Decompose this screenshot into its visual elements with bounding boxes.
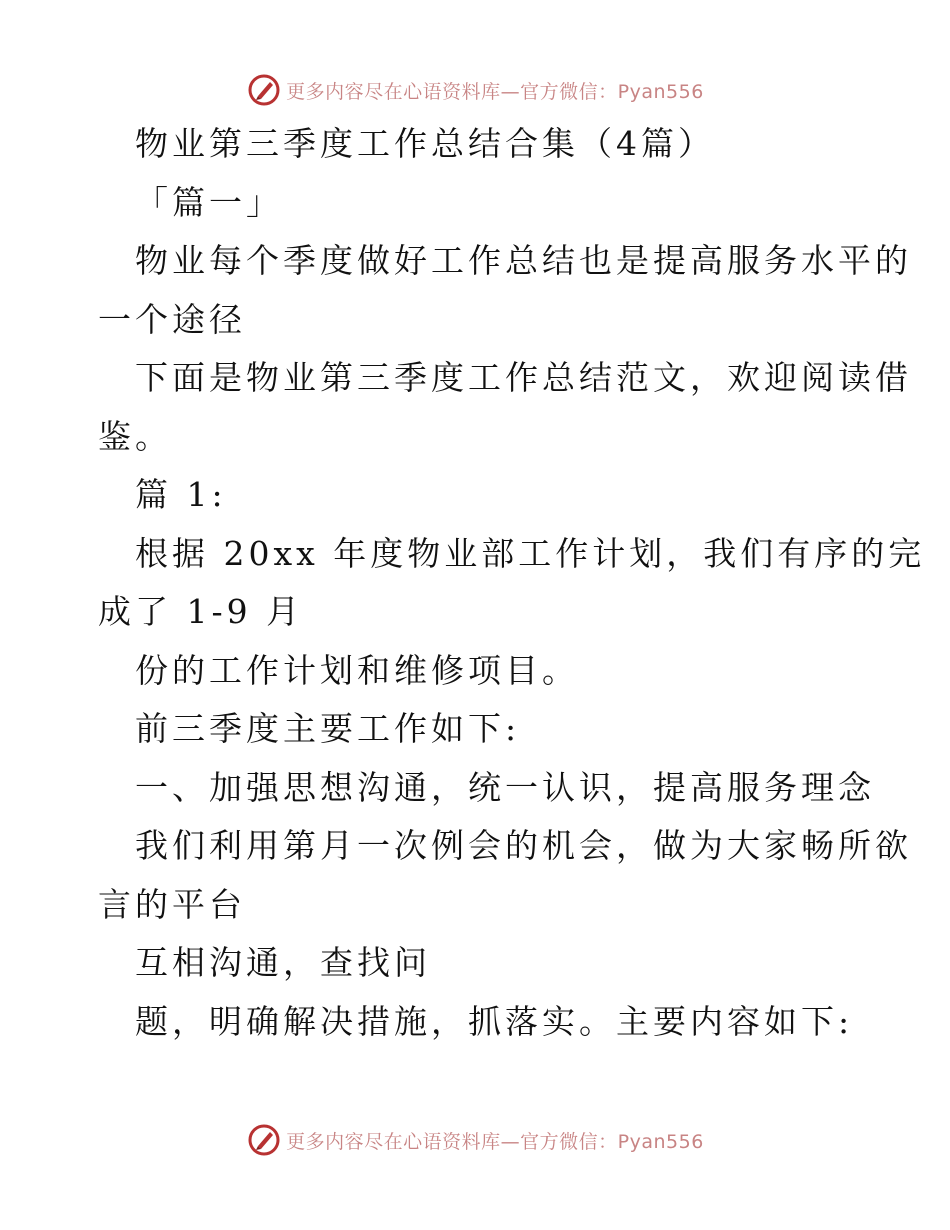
document-line: 题，明确解决措施，抓落实。主要内容如下: bbox=[135, 1001, 854, 1041]
banner-text: 更多内容尽在心语资料库—官方微信：Pyan556 bbox=[286, 80, 704, 103]
pen-logo-icon bbox=[246, 72, 282, 108]
document-line: 前三季度主要工作如下: bbox=[135, 709, 521, 748]
document-line: 言的平台 bbox=[98, 884, 246, 924]
document-line: 份的工作计划和维修项目。 bbox=[135, 650, 579, 690]
document-line: 一、加强思想沟通，统一认识，提高服务理念 bbox=[135, 767, 875, 807]
header-watermark-banner bbox=[0, 70, 950, 110]
footer-watermark-banner bbox=[0, 1120, 950, 1160]
document-line: 「篇一」 bbox=[135, 182, 283, 222]
document-line: 一个途径 bbox=[98, 299, 246, 339]
document-line: 成了 1-9 月 bbox=[98, 592, 304, 631]
document-line: 下面是物业第三季度工作总结范文，欢迎阅读借 bbox=[135, 358, 912, 397]
document-line: 物业每个季度做好工作总结也是提高服务水平的 bbox=[135, 241, 912, 280]
document-line: 鉴。 bbox=[98, 416, 172, 456]
document-line: 物业第三季度工作总结合集（4篇） bbox=[135, 124, 715, 163]
document-line: 篇 1: bbox=[135, 475, 227, 514]
banner-text: 更多内容尽在心语资料库—官方微信：Pyan556 bbox=[286, 1130, 704, 1153]
document-line: 我们利用第月一次例会的机会，做为大家畅所欲 bbox=[135, 826, 912, 865]
document-line: 互相沟通，查找问 bbox=[135, 943, 431, 982]
document-line: 根据 20xx 年度物业部工作计划，我们有序的完 bbox=[135, 533, 926, 573]
pen-logo-icon bbox=[246, 1122, 282, 1158]
